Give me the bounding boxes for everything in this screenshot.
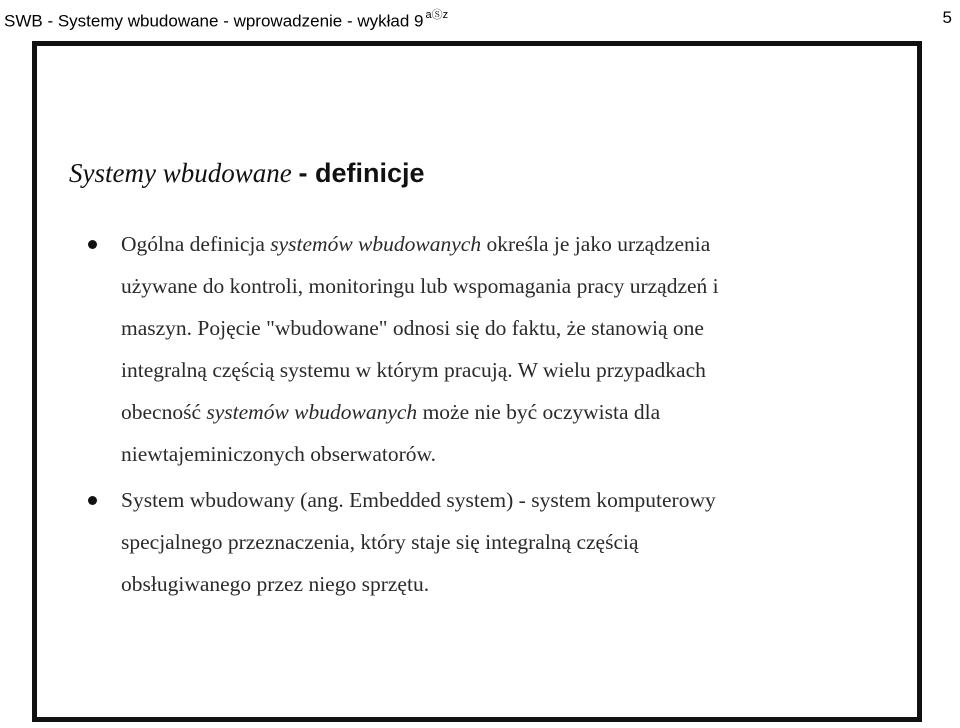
page-number: 5 bbox=[942, 8, 952, 27]
text-line: maszyn. Pojęcie "wbudowane" odnosi się do faktu, że stanowią one bbox=[121, 316, 704, 340]
text-line: niewtajeminiczonych obserwatorów. bbox=[121, 442, 437, 466]
header-title bbox=[4, 8, 448, 32]
bullet-item-embedded-system bbox=[69, 479, 899, 605]
text-line: integralną częścią systemu w którym pracują. W wielu przypadkach bbox=[121, 358, 706, 382]
bullet-dot-icon bbox=[88, 496, 97, 505]
slide-title-italic: Systemy wbudowane bbox=[69, 158, 292, 188]
slide-frame bbox=[32, 41, 922, 722]
text-line: System wbudowany (ang. Embedded system) - system komputerowy bbox=[121, 488, 716, 512]
header-superscript: aⓈz bbox=[425, 9, 449, 21]
text-line: specjalnego przeznaczenia, który staje się integralną częścią bbox=[121, 530, 639, 554]
bullet-item-definition bbox=[69, 223, 899, 475]
slide-title bbox=[69, 158, 899, 189]
slide-content bbox=[69, 158, 899, 609]
slide-title-rest: - definicje bbox=[298, 158, 425, 188]
bullet-dot-icon bbox=[88, 240, 97, 249]
text-line: Ogólna definicja systemów wbudowanych określa je jako urządzenia bbox=[121, 232, 711, 256]
page-header bbox=[0, 0, 960, 36]
header-title-text: SWB - Systemy wbudowane - wprowadzenie - wykład 9 bbox=[4, 11, 424, 31]
text-line: obecność systemów wbudowanych może nie być oczywista dla bbox=[121, 400, 661, 424]
bullet-list bbox=[69, 223, 899, 605]
text-line: obsługiwanego przez niego sprzętu. bbox=[121, 572, 430, 596]
text-line: używane do kontroli, monitoringu lub wspomagania pracy urządzeń i bbox=[121, 274, 719, 298]
